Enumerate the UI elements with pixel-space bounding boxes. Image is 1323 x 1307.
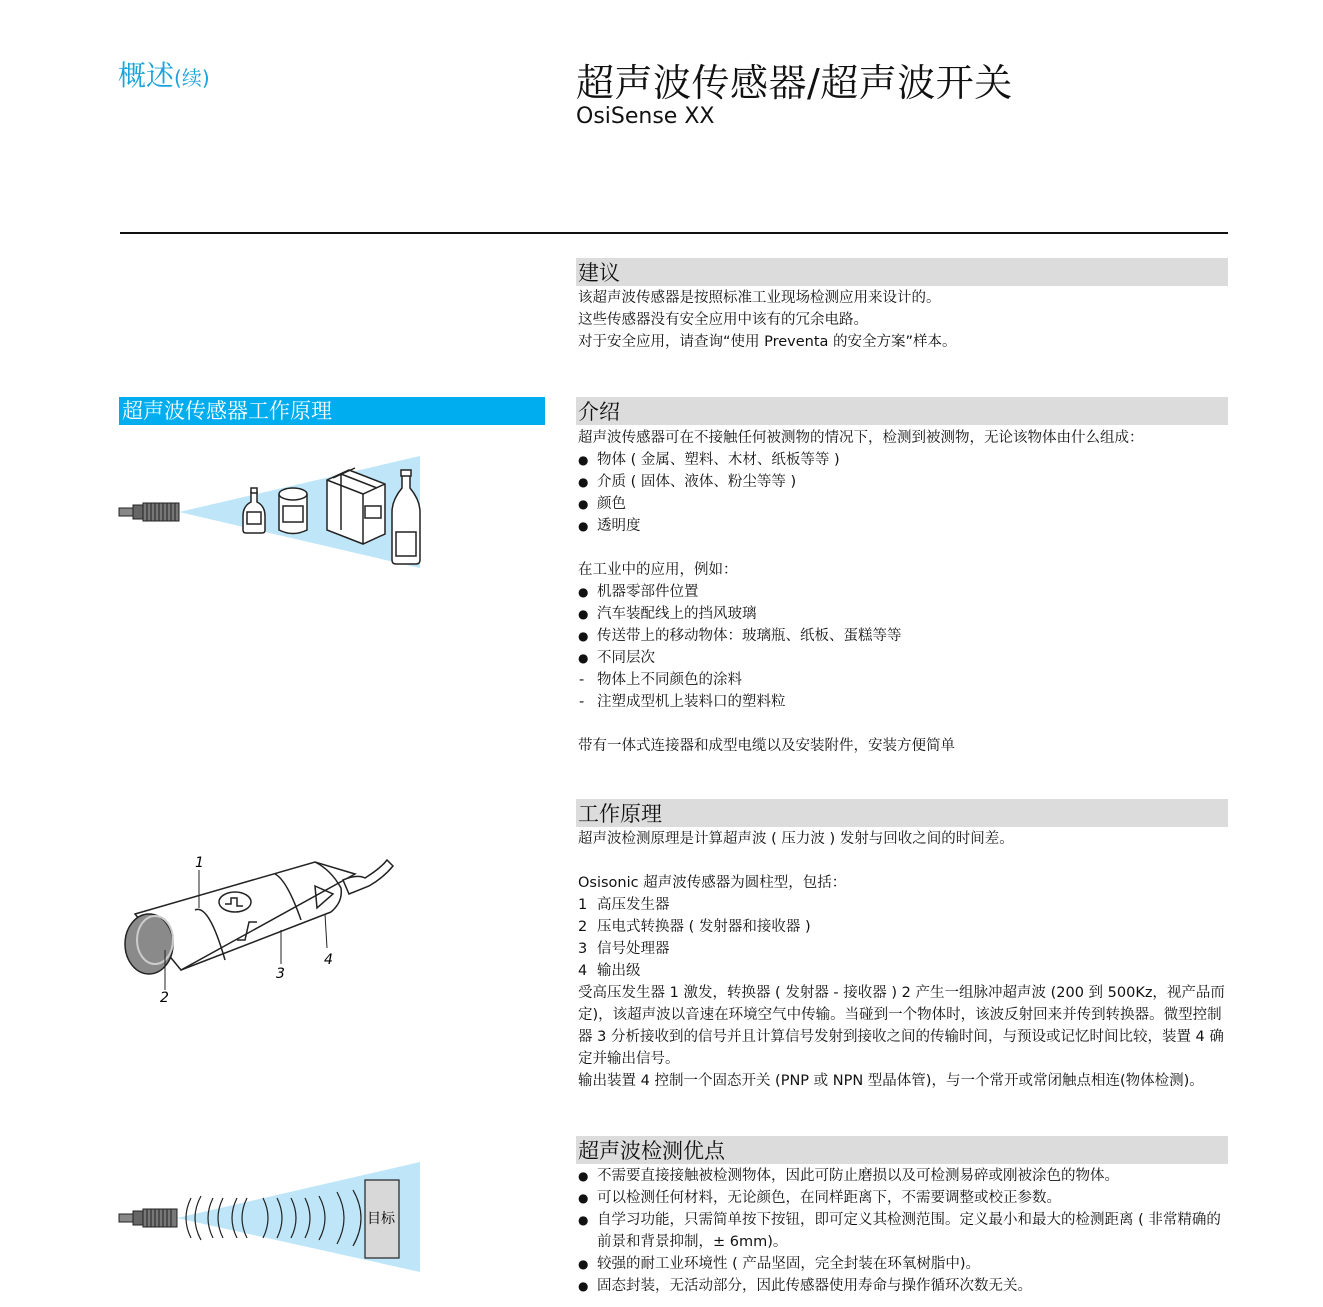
advantage-item: ● 自学习功能，只需简单按下按钮，即可定义其检测范围。定义最小和最大的检测距离 ( 非常精确的前景和背景抑制，± 6mm)。 [578, 1209, 1228, 1253]
callout-4: 4 [324, 952, 333, 968]
sensor-structure-diagram [115, 852, 395, 1012]
part-number: 2 [578, 919, 588, 935]
advice-line: 这些传感器没有安全应用中该有的冗余电路。 [578, 312, 868, 328]
advice-line: 该超声波传感器是按照标准工业现场检测应用来设计的。 [578, 290, 941, 306]
part-label: 压电式转换器 ( 发射器和接收器 ) [597, 919, 811, 935]
advantage-item: ● 较强的耐工业环境性 ( 产品坚固，完全封装在环氧树脂中)。 [578, 1253, 1228, 1275]
intro-bullet: ● 透明度 [578, 515, 1228, 537]
app-dash-item: - 物体上不同颜色的涂料 [578, 669, 1228, 691]
intro-lead: 超声波传感器可在不接触任何被测物的情况下，检测到被测物，无论该物体由什么组成： [578, 430, 1144, 446]
sensor-beam-illustration [115, 450, 427, 575]
principle-lead: 超声波检测原理是计算超声波 ( 压力波 ) 发射与回收之间的时间差。 [578, 831, 1014, 847]
part-label: 信号处理器 [597, 941, 670, 957]
wave-target-illustration [115, 1160, 425, 1275]
left-section-title: 超声波传感器工作原理 [119, 397, 545, 425]
apps-lead: 在工业中的应用，例如： [578, 562, 738, 578]
callout-2: 2 [160, 990, 169, 1006]
section-header-advice: 建议 [576, 258, 1228, 286]
target-label: 目标 [367, 1211, 395, 1227]
principle-text [578, 828, 1228, 1092]
app-bullet: ● 不同层次 [578, 647, 1228, 669]
transducer-face [125, 914, 173, 974]
app-bullet: ● 汽车装配线上的挡风玻璃 [578, 603, 1228, 625]
callout-line-4 [325, 914, 327, 948]
section-header-advantages: 超声波检测优点 [576, 1136, 1228, 1164]
advantage-item: ● 固态封装，无活动部分，因此传感器使用寿命与操作循环次数无关。 [578, 1275, 1228, 1297]
callout-1: 1 [195, 855, 204, 871]
advice-line: 对于安全应用，请查询“使用 Preventa 的安全方案”样本。 [578, 334, 957, 350]
category-suffix: (续) [174, 66, 210, 90]
header-divider [120, 232, 1228, 234]
intro-text [578, 427, 1228, 757]
part-item [578, 916, 1228, 938]
callout-3: 3 [276, 966, 285, 982]
part-item [578, 960, 1228, 982]
part-label: 输出级 [597, 963, 641, 979]
advantage-item: ● 不需要直接接触被检测物体，因此可防止磨损以及可检测易碎或刚被涂色的物体。 [578, 1165, 1228, 1187]
part-item [578, 938, 1228, 960]
part-number: 4 [578, 963, 588, 979]
cable [343, 860, 393, 894]
page-title: 超声波传感器/超声波开关 [576, 61, 1013, 105]
sensor-icon [119, 503, 179, 521]
principle-paragraph: 受高压发生器 1 激发，转换器 ( 发射器 - 接收器 ) 2 产生一组脉冲超声波 (200 到 500Kz，视产品而定)，该超声波以音速在环境空气中传输。当碰到一个物体时，该波反射回来并传到转换器。微型控制器 3 分析接收到的信号并且计算信号发射到接收之间的传输时间，与预设或记忆时间比较，装置 4 确定并输出信号。 [578, 985, 1225, 1067]
sensor-icon [119, 1209, 177, 1227]
part-number: 1 [578, 897, 588, 913]
section-header-principle: 工作原理 [576, 799, 1228, 827]
part-number: 3 [578, 941, 588, 957]
page-subtitle: OsiSense XX [576, 104, 715, 129]
intro-bullet: ● 颜色 [578, 493, 1228, 515]
advice-text [578, 287, 1228, 353]
advantages-list [578, 1165, 1228, 1297]
category-title [118, 54, 210, 94]
part-label: 高压发生器 [597, 897, 670, 913]
advantage-item: ● 可以检测任何材料，无论颜色，在同样距离下，不需要调整或校正参数。 [578, 1187, 1228, 1209]
app-bullet: ● 传送带上的移动物体：玻璃瓶、纸板、蛋糕等等 [578, 625, 1228, 647]
section-header-intro: 介绍 [576, 397, 1228, 425]
parts-lead: Osisonic 超声波传感器为圆柱型，包括： [578, 875, 847, 891]
intro-bullet: ● 物体 ( 金属、塑料、木材、纸板等等 ) [578, 449, 1228, 471]
category-label: 概述 [118, 59, 175, 92]
intro-bullet: ● 介质 ( 固体、液体、粉尘等等 ) [578, 471, 1228, 493]
can-icon [279, 488, 307, 534]
principle-paragraph: 输出装置 4 控制一个固态开关 (PNP 或 NPN 型晶体管)，与一个常开或常闭触点相连(物体检测)。 [578, 1073, 1204, 1089]
app-bullet: ● 机器零部件位置 [578, 581, 1228, 603]
part-item [578, 894, 1228, 916]
app-dash-item: - 注塑成型机上装料口的塑料粒 [578, 691, 1228, 713]
intro-closing: 带有一体式连接器和成型电缆以及安装附件，安装方便简单 [578, 738, 955, 754]
